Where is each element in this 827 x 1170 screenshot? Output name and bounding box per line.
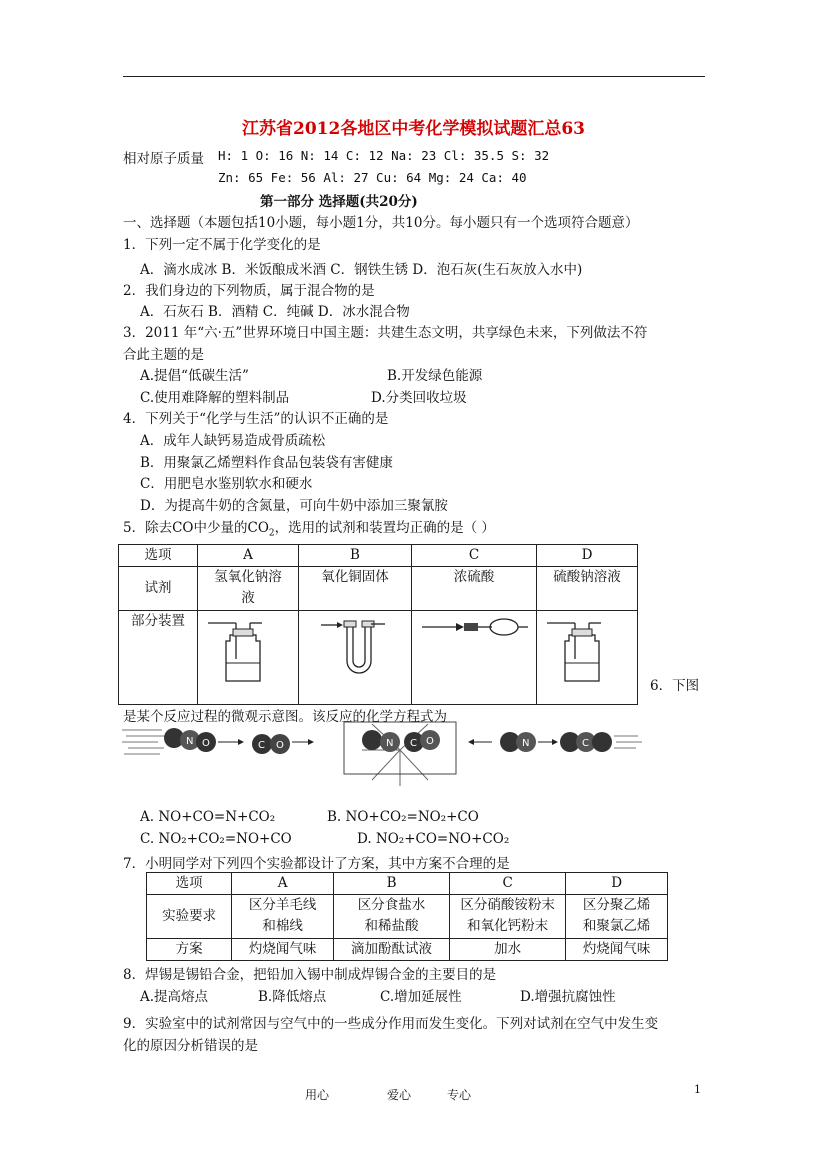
svg-text:C: C — [410, 738, 417, 749]
q7-table — [146, 872, 668, 961]
header-rule — [123, 76, 705, 77]
q5-reagent-a: 氢氧化钠溶 液 — [198, 567, 299, 611]
svg-text:C: C — [258, 740, 265, 751]
part-heading: 第一部分 选择题(共20分) — [260, 194, 418, 210]
q7-method-c: 加水 — [450, 939, 566, 961]
q7-requirement-c: 区分硝酸铵粉末 和氧化钙粉末 — [450, 895, 566, 939]
q5-apparatus-b — [299, 611, 412, 705]
svg-text:O: O — [202, 738, 210, 749]
q8-option-d: D.增强抗腐蚀性 — [520, 989, 616, 1005]
atomic-masses-line1: H: 1 O: 16 N: 14 C: 12 Na: 23 Cl: 35.5 S: 32 — [218, 148, 550, 163]
footer-text-1: 用心 — [305, 1088, 330, 1102]
atomic-masses-label: 相对原子质量 — [123, 151, 204, 167]
q8-option-b: B.降低熔点 — [258, 989, 327, 1005]
q1-stem: 1．下列一定不属于化学变化的是 — [123, 237, 321, 253]
q5-table — [118, 544, 638, 705]
q3-option-d: D.分类回收垃圾 — [371, 390, 467, 406]
q5-apparatus-label: 部分装置 — [119, 611, 198, 705]
q4-option-b: B．用聚氯乙烯塑料作食品包装袋有害健康 — [140, 455, 393, 471]
q7-requirement-a: 区分羊毛线 和棉线 — [232, 895, 334, 939]
q8-option-c: C.增加延展性 — [380, 989, 462, 1005]
q5-stem: 5．除去CO中少量的$CO_2$，选用的试剂和装置均正确的是（ ） — [123, 520, 495, 539]
q6-option-d: D. NO₂+CO=NO+CO₂ — [357, 831, 510, 847]
q7-method-d: 灼烧闻气味 — [566, 939, 668, 961]
q9-stem-line1: 9．实验室中的试剂常因与空气中的一些成分作用而发生变化。下列对试剂在空气中发生变 — [123, 1016, 659, 1032]
u-tube-icon — [299, 611, 411, 697]
q5-reagent-b: 氧化铜固体 — [299, 567, 412, 611]
q2-options: A．石灰石 B．酒精 C．纯碱 D．冰水混合物 — [140, 304, 410, 320]
q3-stem-line1: 3．2011 年“六·五”世界环境日中国主题：共建生态文明，共享绿色未来，下列做法不符 — [123, 325, 648, 341]
q5-col-a: A — [198, 545, 299, 567]
q3-option-b: B.开发绿色能源 — [387, 368, 483, 384]
q8-stem: 8．焊锡是锡铅合金，把铅加入锡中制成焊锡合金的主要目的是 — [123, 967, 497, 983]
q4-option-a: A．成年人缺钙易造成骨质疏松 — [140, 433, 326, 449]
q7-method-b: 滴加酚酞试液 — [334, 939, 450, 961]
q1-options: A．滴水成冰 B．米饭酿成米酒 C．钢铁生锈 D．泡石灰(生石灰放入水中) — [140, 262, 583, 278]
q7-method-label: 方案 — [147, 939, 232, 961]
svg-text:N: N — [522, 738, 530, 749]
q5-apparatus-a — [198, 611, 299, 705]
q5-reagent-d: 硫酸钠溶液 — [537, 567, 638, 611]
q5-apparatus-c — [412, 611, 537, 705]
drying-tube-icon — [412, 611, 536, 697]
gas-washing-bottle-icon — [537, 611, 637, 697]
atomic-masses-line2: Zn: 65 Fe: 56 Al: 27 Cu: 64 Mg: 24 Ca: 40 — [218, 170, 527, 185]
footer-text-2: 爱心 — [387, 1088, 412, 1102]
q7-col-a: A — [232, 873, 334, 895]
q8-option-a: A.提高熔点 — [140, 989, 209, 1005]
q3-option-a: A.提倡“低碳生活” — [140, 368, 249, 384]
q4-option-c: C．用肥皂水鉴别软水和硬水 — [140, 476, 313, 492]
q6-option-a: A. NO+CO=N+CO₂ — [140, 809, 276, 825]
q7-requirement-b: 区分食盐水 和稀盐酸 — [334, 895, 450, 939]
svg-text:N: N — [386, 738, 394, 749]
q7-method-a: 灼烧闻气味 — [232, 939, 334, 961]
q3-option-c: C.使用难降解的塑料制品 — [140, 390, 290, 406]
section-intro: 一、选择题（本题包括10小题，每小题1分，共10分。每小题只有一个选项符合题意） — [123, 215, 639, 231]
q5-col-b: B — [299, 545, 412, 567]
q6-option-b: B. NO+CO₂=NO₂+CO — [327, 809, 479, 825]
q7-col-d: D — [566, 873, 668, 895]
footer-text-3: 专心 — [447, 1088, 472, 1102]
svg-text:C: C — [582, 738, 589, 749]
molecule-no2 — [164, 728, 216, 752]
page-title: 江苏省2012各地区中考化学模拟试题汇总63 — [242, 119, 585, 139]
reaction-micro-diagram — [122, 720, 642, 800]
q6-stem-line2: 是某个反应过程的微观示意图。该反应的化学方程式为 — [123, 709, 447, 725]
svg-text:O: O — [426, 736, 434, 747]
q2-stem: 2．我们身边的下列物质，属于混合物的是 — [123, 283, 375, 299]
q5-reagent-label: 试剂 — [119, 567, 198, 611]
q9-stem-line2: 化的原因分析错误的是 — [123, 1038, 258, 1054]
q7-stem: 7．小明同学对下列四个实验都设计了方案，其中方案不合理的是 — [123, 856, 510, 872]
q7-requirement-d: 区分聚乙烯 和聚氯乙烯 — [566, 895, 668, 939]
gas-washing-bottle-icon — [198, 611, 298, 697]
page-number: 1 — [694, 1083, 701, 1096]
q5-apparatus-d — [537, 611, 638, 705]
q5-reagent-c: 浓硫酸 — [412, 567, 537, 611]
molecule-co — [252, 734, 290, 754]
q6-option-c: C. NO₂+CO₂=NO+CO — [140, 831, 292, 847]
q7-requirement-label: 实验要求 — [147, 895, 232, 939]
q4-option-d: D．为提高牛奶的含氮量，可向牛奶中添加三聚氰胺 — [140, 498, 448, 514]
q5-header-label: 选项 — [119, 545, 198, 567]
svg-text:O: O — [276, 740, 284, 751]
q6-stem-tail: 6．下图 — [650, 678, 700, 694]
q7-col-c: C — [450, 873, 566, 895]
q7-col-b: B — [334, 873, 450, 895]
q5-col-c: C — [412, 545, 537, 567]
q7-header-label: 选项 — [147, 873, 232, 895]
q3-stem-line2: 合此主题的是 — [123, 347, 204, 363]
svg-text:N: N — [186, 736, 194, 747]
molecule-products — [500, 732, 612, 752]
q4-stem: 4．下列关于“化学与生活”的认识不正确的是 — [123, 411, 389, 427]
q5-col-d: D — [537, 545, 638, 567]
